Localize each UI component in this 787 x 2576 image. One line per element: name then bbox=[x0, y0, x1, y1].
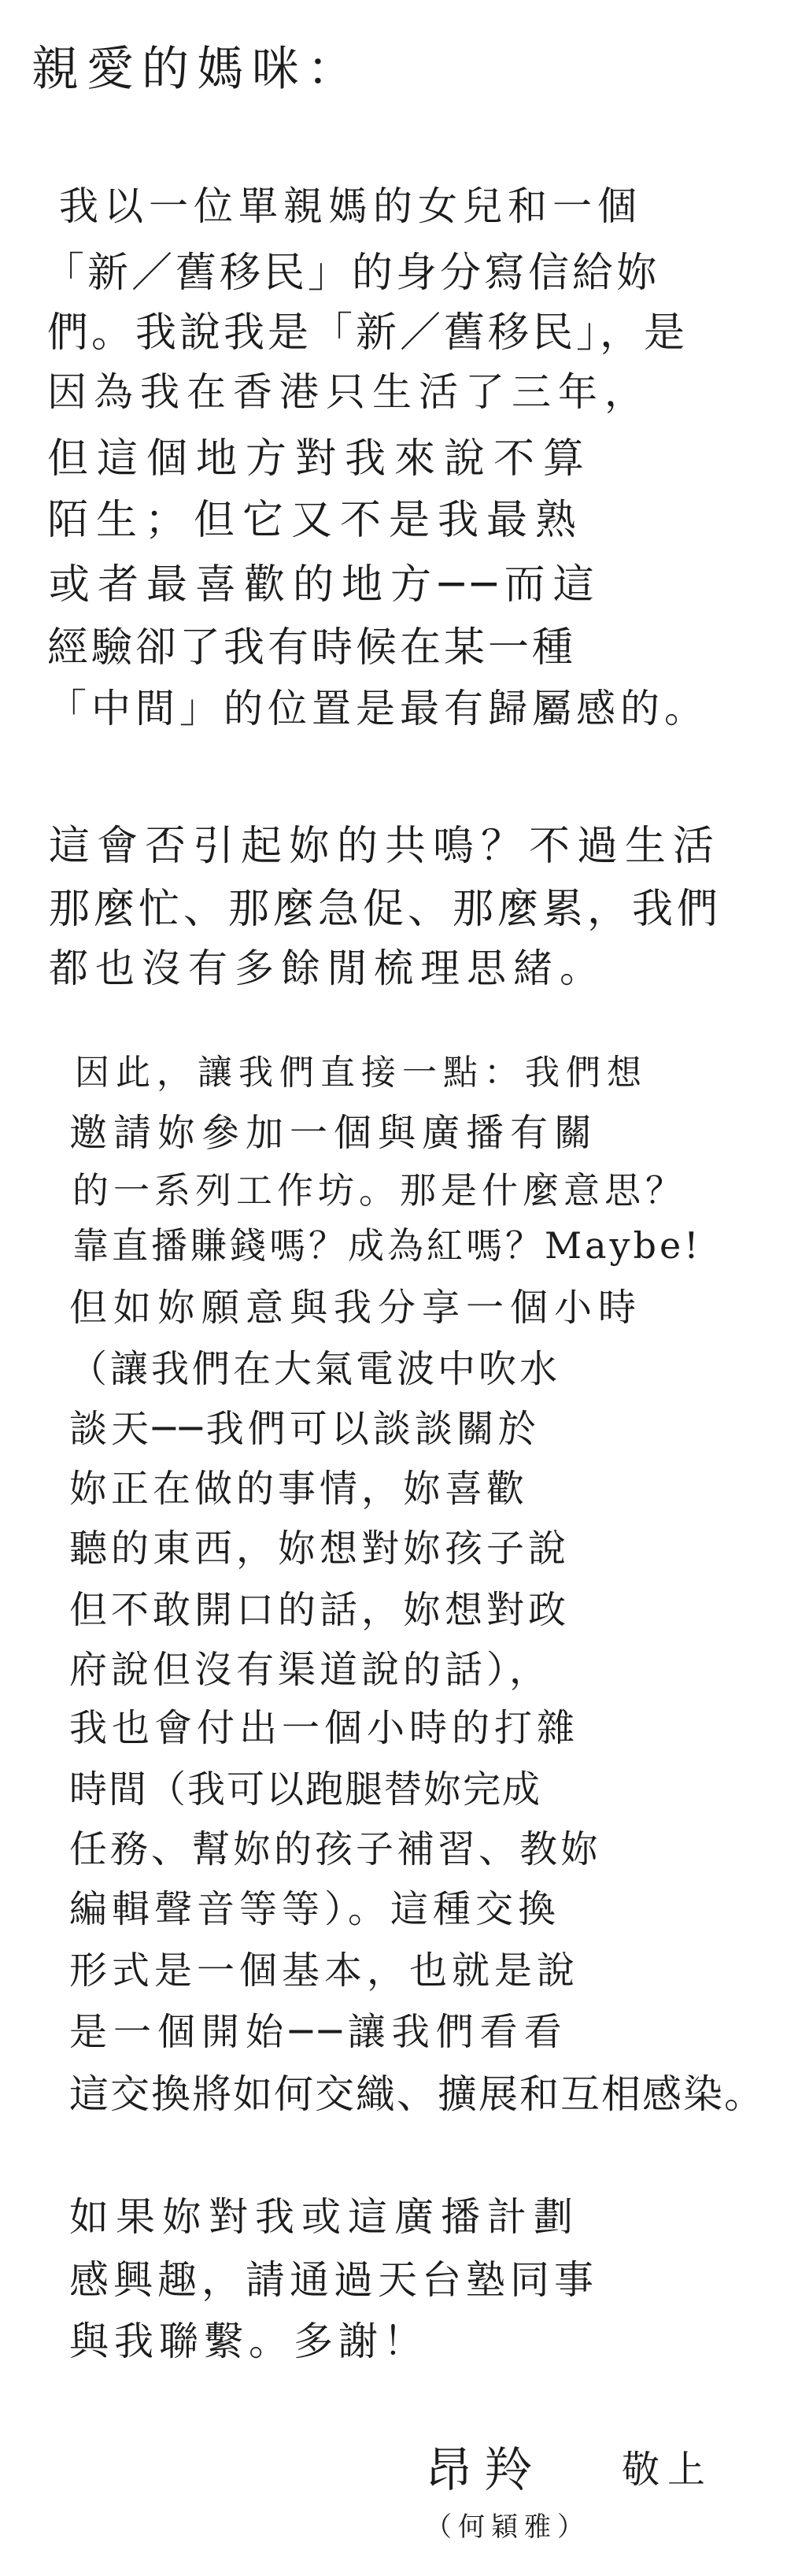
paragraph-line: 聽的東西，妳想對妳孩子說 bbox=[69, 1527, 571, 1571]
paragraph-line: 這會否引起妳的共鳴？不過生活 bbox=[49, 823, 722, 870]
paragraph-line: 時間（我可以跑腿替妳完成 bbox=[69, 1767, 542, 1812]
paragraph-line: 形式是一個基本，也就是說 bbox=[69, 1949, 580, 1993]
paragraph-line: 這交換將如何交織、擴展和互相感染。 bbox=[69, 2071, 765, 2117]
paragraph-line: 與我聯繫。多謝！ bbox=[69, 2319, 428, 2364]
paragraph-line: 因為我在香港只生活了三年， bbox=[47, 369, 651, 415]
paragraph-line: 那麼忙、那麼急促、那麼累，我們 bbox=[49, 886, 722, 933]
paragraph-line: 陌生；但它又不是我最熟 bbox=[47, 497, 585, 544]
paragraph-line: 如果妳對我或這廣播計劃 bbox=[69, 2194, 580, 2240]
paragraph-line: 靠直播賺錢嗎？成為紅嗎？Maybe! bbox=[72, 1224, 702, 1267]
paragraph-line: 「中間」的位置是最有歸屬感的。 bbox=[47, 686, 708, 731]
paragraph-line: 的一系列工作坊。那是什麼意思？ bbox=[72, 1169, 686, 1212]
paragraph-line: 是一個開始──讓我們看看 bbox=[69, 2010, 568, 2054]
paragraph-line: 們。我說我是「新／舊移民」，是 bbox=[47, 309, 689, 357]
signature-sign-off: 敬上 bbox=[622, 2448, 714, 2492]
paragraph-line: 府說但沒有渠道說的話）， bbox=[69, 1648, 552, 1692]
signature-name: 昂羚 bbox=[425, 2443, 545, 2498]
paragraph-line: 「新／舊移民」的身分寫信給妳 bbox=[43, 250, 661, 297]
paragraph-line: 我以一位單親媽的女兒和一個 bbox=[59, 183, 642, 229]
paragraph-line: 妳正在做的事情，妳喜歡 bbox=[69, 1467, 529, 1511]
paragraph-line: 或者最喜歡的地方──而這 bbox=[49, 561, 602, 609]
paragraph-line: 編輯聲音等等）。這種交換 bbox=[69, 1887, 561, 1931]
paragraph-line: 但如妳願意與我分享一個小時 bbox=[69, 1286, 643, 1330]
paragraph-line: 經驗卻了我有時候在某一種 bbox=[47, 624, 577, 672]
paragraph-line: 因此，讓我們直接一點：我們想 bbox=[75, 1053, 648, 1093]
paragraph-line: 邀請妳參加一個與廣播有關 bbox=[69, 1111, 599, 1155]
letter-greeting: 親愛的媽咪： bbox=[31, 42, 362, 97]
paragraph-line: 談天──我們可以談談關於 bbox=[69, 1407, 540, 1451]
paragraph-line: 都也沒有多餘閒梳理思緒。 bbox=[49, 946, 606, 991]
paragraph-line: 但不敢開口的話，妳想對政 bbox=[69, 1588, 571, 1632]
paragraph-line: 我也會付出一個小時的打雜 bbox=[69, 1706, 580, 1750]
signature-full-name: （何穎雅） bbox=[425, 2511, 590, 2543]
paragraph-line: （讓我們在大氣電波中吹水 bbox=[69, 1347, 561, 1391]
paragraph-line: 感興趣，請通過天台塾同事 bbox=[69, 2257, 598, 2303]
paragraph-line: 但這個地方對我來說不算 bbox=[47, 435, 593, 483]
paragraph-line: 任務、幫妳的孩子補習、教妳 bbox=[69, 1827, 602, 1871]
